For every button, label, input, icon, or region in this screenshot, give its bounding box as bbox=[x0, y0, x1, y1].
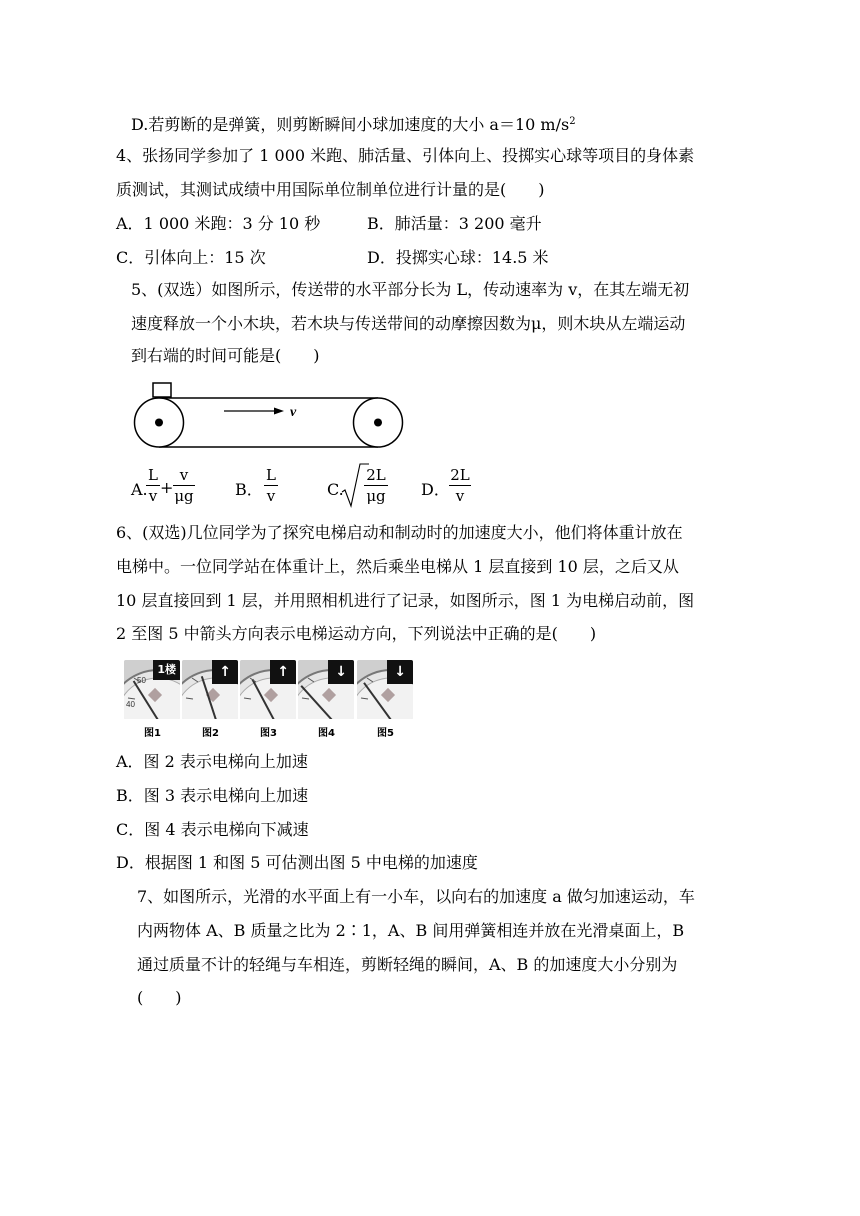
q7-stem-line4: ( ) bbox=[137, 988, 182, 1007]
q3-option-d bbox=[131, 112, 576, 135]
velocity-label: v bbox=[290, 405, 297, 420]
scale-photo-caption: 图5 bbox=[377, 728, 394, 739]
scale-photo-4 bbox=[298, 660, 354, 719]
scale-photo-caption: 图4 bbox=[318, 728, 335, 739]
q5-stem-line3: 到右端的时间可能是( ) bbox=[131, 346, 320, 365]
down-arrow-icon: ↓ bbox=[387, 660, 413, 684]
frac-numerator: L bbox=[148, 466, 158, 484]
down-arrow-icon: ↓ bbox=[328, 660, 354, 684]
q5-option-d-frac bbox=[449, 466, 471, 505]
right-axle bbox=[374, 419, 382, 427]
frac-denominator: v bbox=[266, 487, 276, 505]
q4-option-d: D．投掷实心球：14.5 米 bbox=[367, 248, 549, 267]
left-axle bbox=[155, 419, 163, 427]
scale-photo-1 bbox=[124, 660, 180, 719]
q4-option-c: C．引体向上：15 次 bbox=[116, 248, 266, 267]
floor-badge: 1楼 bbox=[153, 660, 180, 680]
q6-option-c: C．图 4 表示电梯向下减速 bbox=[116, 820, 309, 839]
scale-photo-caption: 图1 bbox=[144, 728, 161, 739]
fraction-bar bbox=[364, 485, 388, 486]
frac-numerator: 2L bbox=[450, 466, 470, 484]
q5-option-c-frac bbox=[364, 466, 388, 505]
q5-option-b-frac bbox=[264, 466, 278, 505]
scale-photo-caption: 图3 bbox=[260, 728, 277, 739]
q4-stem-line1: 4、张扬同学参加了 1 000 米跑、肺活量、引体向上、投掷实心球等项目的身体素 bbox=[116, 146, 695, 165]
scale-photo-3 bbox=[240, 660, 296, 719]
scale-photo-5 bbox=[357, 660, 413, 719]
q5-option-a-plus: + bbox=[160, 478, 174, 497]
frac-denominator: μg bbox=[366, 487, 386, 505]
fraction-bar bbox=[173, 485, 195, 486]
q5-option-a-frac1 bbox=[146, 466, 160, 505]
frac-denominator: v bbox=[148, 487, 158, 505]
q6-stem-line3: 10 层直接回到 1 层，并用照相机进行了记录，如图所示，图 1 为电梯启动前，图 bbox=[116, 591, 695, 610]
fraction-bar bbox=[146, 485, 160, 486]
frac-numerator: v bbox=[179, 466, 189, 484]
frac-numerator: L bbox=[266, 466, 276, 484]
q4-option-b: B．肺活量：3 200 毫升 bbox=[367, 214, 542, 233]
q5-option-c-label: C. bbox=[327, 480, 344, 499]
q6-stem-line2: 电梯中。一位同学站在体重计上，然后乘坐电梯从 1 层直接到 10 层，之后又从 bbox=[116, 557, 679, 576]
q6-option-d: D．根据图 1 和图 5 可估测出图 5 中电梯的加速度 bbox=[116, 853, 478, 872]
q4-option-a: A．1 000 米跑：3 分 10 秒 bbox=[116, 214, 321, 233]
q4-stem-line2: 质测试，其测试成绩中用国际单位制单位进行计量的是( ) bbox=[116, 180, 545, 199]
q6-stem-line4: 2 至图 5 中箭头方向表示电梯运动方向，下列说法中正确的是( ) bbox=[116, 624, 597, 643]
q7-stem-line2: 内两物体 A、B 质量之比为 2∶1，A、B 间用弹簧相连并放在光滑桌面上，B bbox=[137, 921, 685, 940]
q5-option-d-label: D． bbox=[421, 480, 450, 499]
q3-option-d-text: D.若剪断的是弹簧，则剪断瞬间小球加速度的大小 a＝10 m/s bbox=[131, 115, 570, 134]
scale-photo-caption: 图2 bbox=[202, 728, 219, 739]
frac-denominator: v bbox=[455, 487, 465, 505]
q7-stem-line3: 通过质量不计的轻绳与车相连，剪断轻绳的瞬间，A、B 的加速度大小分别为 bbox=[137, 955, 678, 974]
q6-stem-line1: 6、(双选)几位同学为了探究电梯启动和制动时的加速度大小，他们将体重计放在 bbox=[116, 523, 683, 542]
q6-option-a: A．图 2 表示电梯向上加速 bbox=[116, 752, 308, 771]
conveyor-belt-figure bbox=[130, 378, 410, 452]
q5-option-b-label: B． bbox=[235, 480, 263, 499]
up-arrow-icon: ↑ bbox=[212, 660, 238, 684]
fraction-bar bbox=[449, 485, 471, 486]
q5-stem-line1: 5、(双选）如图所示，传送带的水平部分长为 L，传动速率为 v，在其左端无初 bbox=[131, 280, 690, 299]
wooden-block bbox=[153, 383, 171, 397]
q5-option-a-frac2 bbox=[173, 466, 195, 505]
q5-option-a-label: A. bbox=[131, 480, 148, 499]
q6-option-b: B．图 3 表示电梯向上加速 bbox=[116, 786, 309, 805]
scale-photo-2 bbox=[182, 660, 238, 719]
q7-stem-line1: 7、如图所示，光滑的水平面上有一小车，以向右的加速度 a 做匀加速运动，车 bbox=[137, 887, 695, 906]
velocity-arrowhead bbox=[274, 408, 284, 415]
frac-numerator: 2L bbox=[366, 466, 386, 484]
frac-denominator: μg bbox=[174, 487, 194, 505]
up-arrow-icon: ↑ bbox=[270, 660, 296, 684]
svg-text:40: 40 bbox=[126, 700, 135, 709]
fraction-bar bbox=[264, 485, 278, 486]
q3-option-d-sup: 2 bbox=[569, 116, 576, 127]
q5-stem-line2: 速度释放一个小木块，若木块与传送带间的动摩擦因数为μ，则木块从左端运动 bbox=[131, 314, 686, 333]
svg-text:50: 50 bbox=[137, 676, 146, 685]
